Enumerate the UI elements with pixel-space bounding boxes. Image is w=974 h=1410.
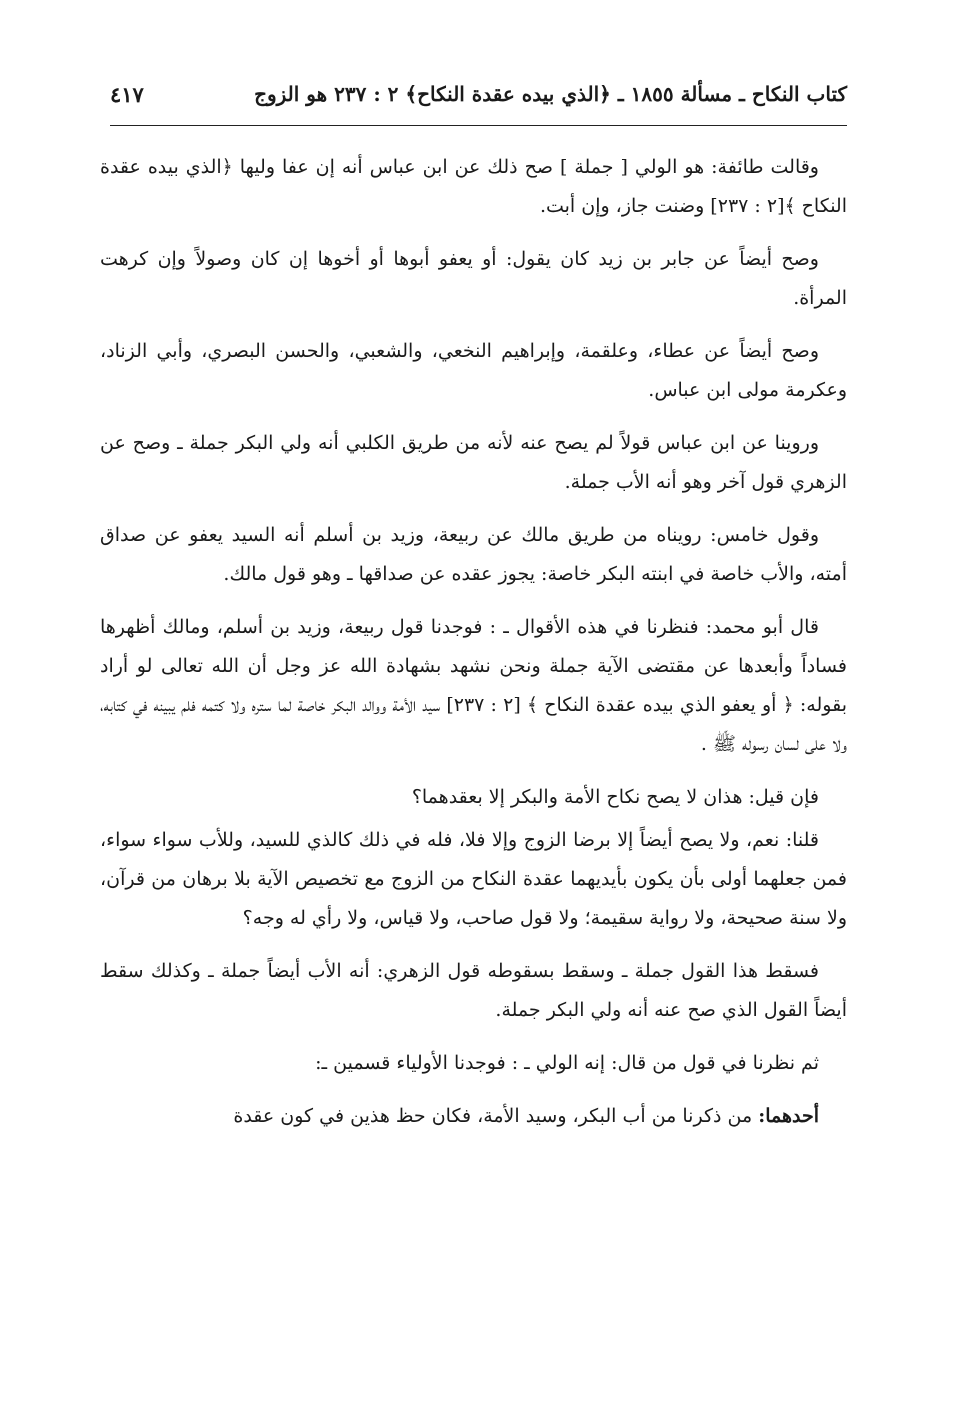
header-title: كتاب النكاح ـ مسألة ١٨٥٥ ـ ﴿الذي بيده عقدة النكاح﴾ ٢ : ٢٣٧ هو الزوج <box>254 82 847 106</box>
page-number: ٤١٧ <box>110 82 144 107</box>
paragraph-last <box>100 1097 847 1136</box>
paragraph: وصح أيضاً عن جابر بن زيد كان يقول: أو يعفو أبوها أو أخوها إن كان وصولاً وإن كرهت المرأة. <box>100 248 847 309</box>
paragraph: فسقط هذا القول جملة ـ وسقط بسقوطه قول الزهري: أنه الأب أيضاً جملة ـ وكذلك سقط أيضاً القول الذي صح عنه أنه ولي البكر جملة. <box>100 960 847 1021</box>
main-text <box>100 148 847 1150</box>
paragraph: قال أبو محمد: فنظرنا في هذه الأقوال ـ : فوجدنا قول ربيعة، وزيد بن أسلم، ومالك أظهرها فساداً وأبعدها عن مقتضى الآية جملة ونحن نشهد بشهادة الله عز وجل أن الله تعالى لو أراد بقوله: ﴿ أو يعفو الذي بيده عقدة النكاح ﴾ [٢ : ٢٣٧] سيد الأمة ووالد البكر خاصة لما ستره ولا كتمه فلم يبينه في كتابه، ولا على لسان رسوله ﷺ . <box>100 616 847 755</box>
paragraph: وقول خامس: رويناه من طريق مالك عن ربيعة، وزيد بن أسلم أنه السيد يعفو عن صداق أمته، والأب خاصة في ابنته البكر خاصة: يجوز عقده عن صداقها ـ وهو قول مالك. <box>100 524 847 585</box>
header-rule <box>110 125 847 126</box>
paragraph-lead: أحدهما: <box>758 1105 819 1127</box>
paragraph: وصح أيضاً عن عطاء، وعلقمة، وإبراهيم النخعي، والشعبي، والحسن البصري، وأبي الزناد، وعكرمة مولى ابن عباس. <box>100 340 847 401</box>
running-header <box>110 82 847 116</box>
paragraph: ثم نظرنا في قول من قال: إنه الولي ـ : فوجدنا الأولياء قسمين ـ: <box>315 1052 819 1074</box>
paragraph: وقالت طائفة: هو الولي [ جملة ] صح ذلك عن ابن عباس أنه إن عفا وليها ﴿الذي بيده عقدة النكاح ﴾[٢ : ٢٣٧] وضنت جاز، وإن أبت. <box>100 156 847 217</box>
paragraph-text: من ذكرنا من أب البكر، وسيد الأمة، فكان حظ هذين في كون عقدة <box>233 1105 759 1127</box>
paragraph: قلنا: نعم، ولا يصح أيضاً إلا برضا الزوج وإلا فلا، فله في ذلك كالذي للسيد، وللأب سواء سواء، فمن جعلهما أولى بأن يكون بأيديهما عقدة النكاح من الزوج مع تخصيص الآية بلا برهان من قرآن، ولا سنة صحيحة، ولا رواية سقيمة؛ ولا قول صاحب، ولا قياس، ولا رأي له وجه؟ <box>100 829 847 929</box>
paragraph: فإن قيل: هذان لا يصح نكاح الأمة والبكر إلا بعقدهما؟ <box>411 786 819 808</box>
paragraph: وروينا عن ابن عباس قولاً لم يصح عنه لأنه من طريق الكلبي أنه ولي البكر جملة ـ وصح عن الزهري قول آخر وهو أنه الأب جملة. <box>100 432 847 493</box>
